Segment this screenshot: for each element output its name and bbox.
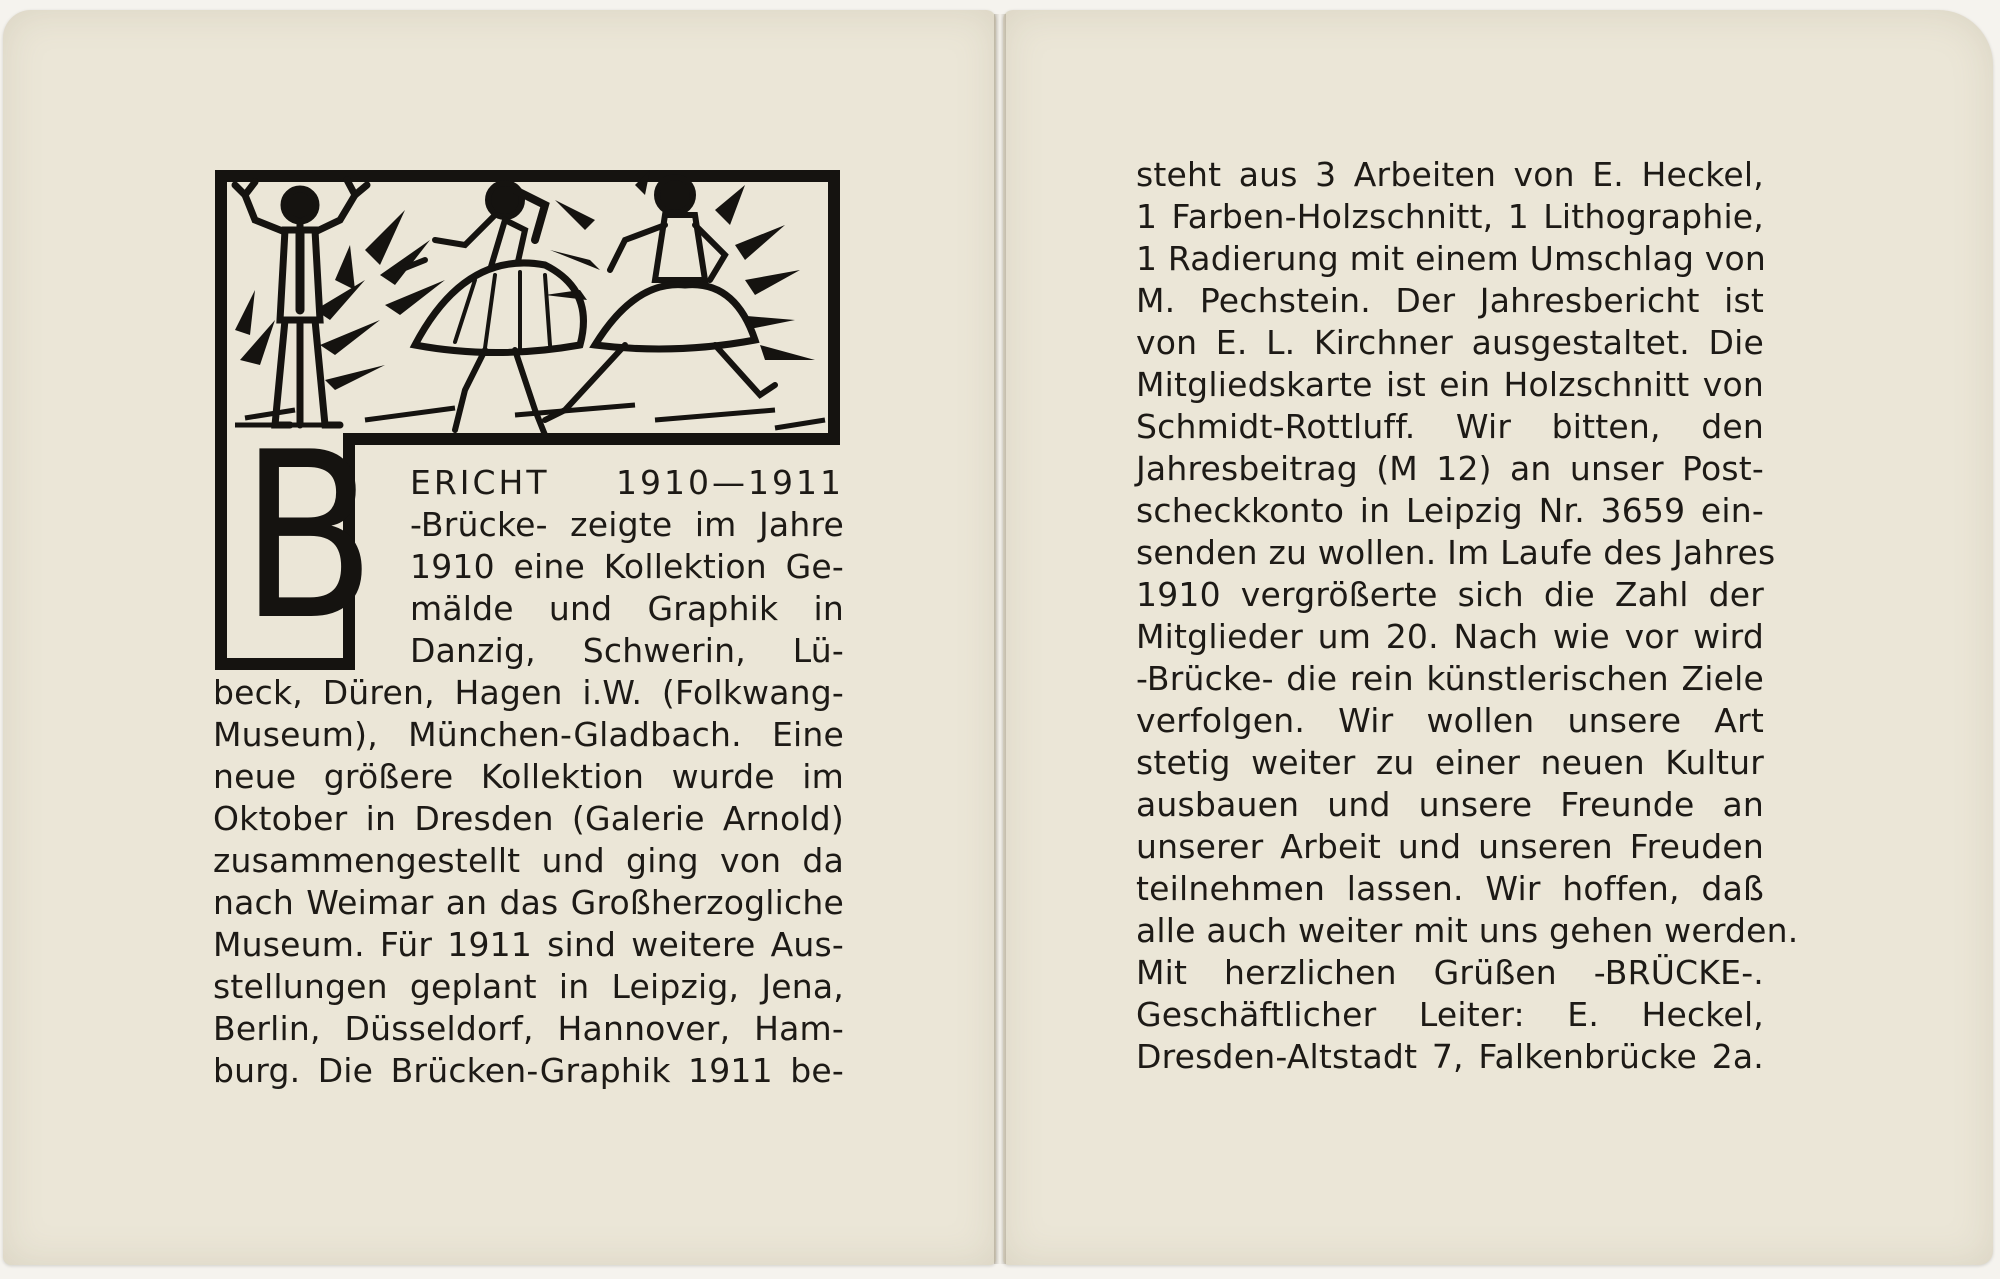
right-line-3: 1 Radierung mit einem Umschlag von <box>1136 239 1767 278</box>
right-line-11: 1910 vergrößerte sich die Zahl der <box>1136 575 1764 614</box>
right-line-10: senden zu wollen. Im Laufe des Jahres <box>1136 533 1776 572</box>
right-line-6: Mitgliedskarte ist ein Holzschnitt von <box>1136 365 1764 404</box>
right-line-20: Mit herzlichen Grüßen -BRÜCKE-. <box>1136 953 1764 992</box>
left-line-3: mälde und Graphik in <box>410 589 844 628</box>
left-line-12: stellungen geplant in Leipzig, Jena, <box>213 967 844 1006</box>
right-line-2: 1 Farben-Holzschnitt, 1 Lithographie, <box>1136 197 1764 236</box>
right-line-13: -Brücke- die rein künstlerischen Ziele <box>1136 659 1764 698</box>
right-line-17: unserer Arbeit und unseren Freuden <box>1136 827 1764 866</box>
right-line-15: stetig weiter zu einer neuen Kultur <box>1136 743 1764 782</box>
right-line-1: steht aus 3 Arbeiten von E. Heckel, <box>1136 155 1764 194</box>
left-line-1: -Brücke- zeigte im Jahre <box>410 505 844 544</box>
left-line-5: beck, Düren, Hagen i.W. (Folkwang- <box>213 673 844 712</box>
left-line-13: Berlin, Düsseldorf, Hannover, Ham- <box>213 1009 844 1048</box>
right-line-4: M. Pechstein. Der Jahresbericht ist <box>1136 281 1764 320</box>
left-line-9: zusammengestellt und ging von da <box>213 841 844 880</box>
right-line-9: scheckkonto in Leipzig Nr. 3659 ein- <box>1136 491 1764 530</box>
left-line-10: nach Weimar an das Großherzogliche <box>213 883 844 922</box>
right-line-16: ausbauen und unsere Freunde an <box>1136 785 1764 824</box>
right-line-22: Dresden-Altstadt 7, Falkenbrücke 2a. <box>1136 1037 1764 1076</box>
right-line-12: Mitglieder um 20. Nach wie vor wird <box>1136 617 1764 656</box>
right-line-21: Geschäftlicher Leiter: E. Heckel, <box>1136 995 1764 1034</box>
book-gutter <box>994 14 1006 1264</box>
left-line-11: Museum. Für 1911 sind weitere Aus- <box>213 925 844 964</box>
left-line-6: Museum), München-Gladbach. Eine <box>213 715 844 754</box>
left-line-8: Oktober in Dresden (Galerie Arnold) <box>213 799 844 838</box>
right-line-18: teilnehmen lassen. Wir hoffen, daß <box>1136 869 1764 908</box>
right-line-8: Jahresbeitrag (M 12) an unser Post- <box>1136 449 1764 488</box>
left-line-2: 1910 eine Kollektion Ge- <box>410 547 844 586</box>
left-line-7: neue größere Kollektion wurde im <box>213 757 844 796</box>
right-line-14: verfolgen. Wir wollen unsere Art <box>1136 701 1764 740</box>
left-line-4: Danzig, Schwerin, Lü- <box>410 631 844 670</box>
right-line-7: Schmidt-Rottluff. Wir bitten, den <box>1136 407 1764 446</box>
heading-bericht: ERICHT 1910—1911 <box>410 463 844 502</box>
left-line-14: burg. Die Brücken-Graphik 1911 be- <box>213 1051 844 1090</box>
right-line-5: von E. L. Kirchner ausgestaltet. Die <box>1136 323 1764 362</box>
right-line-19: alle auch weiter mit uns gehen werden. <box>1136 911 1799 950</box>
initial-letter-b: B <box>240 404 376 671</box>
